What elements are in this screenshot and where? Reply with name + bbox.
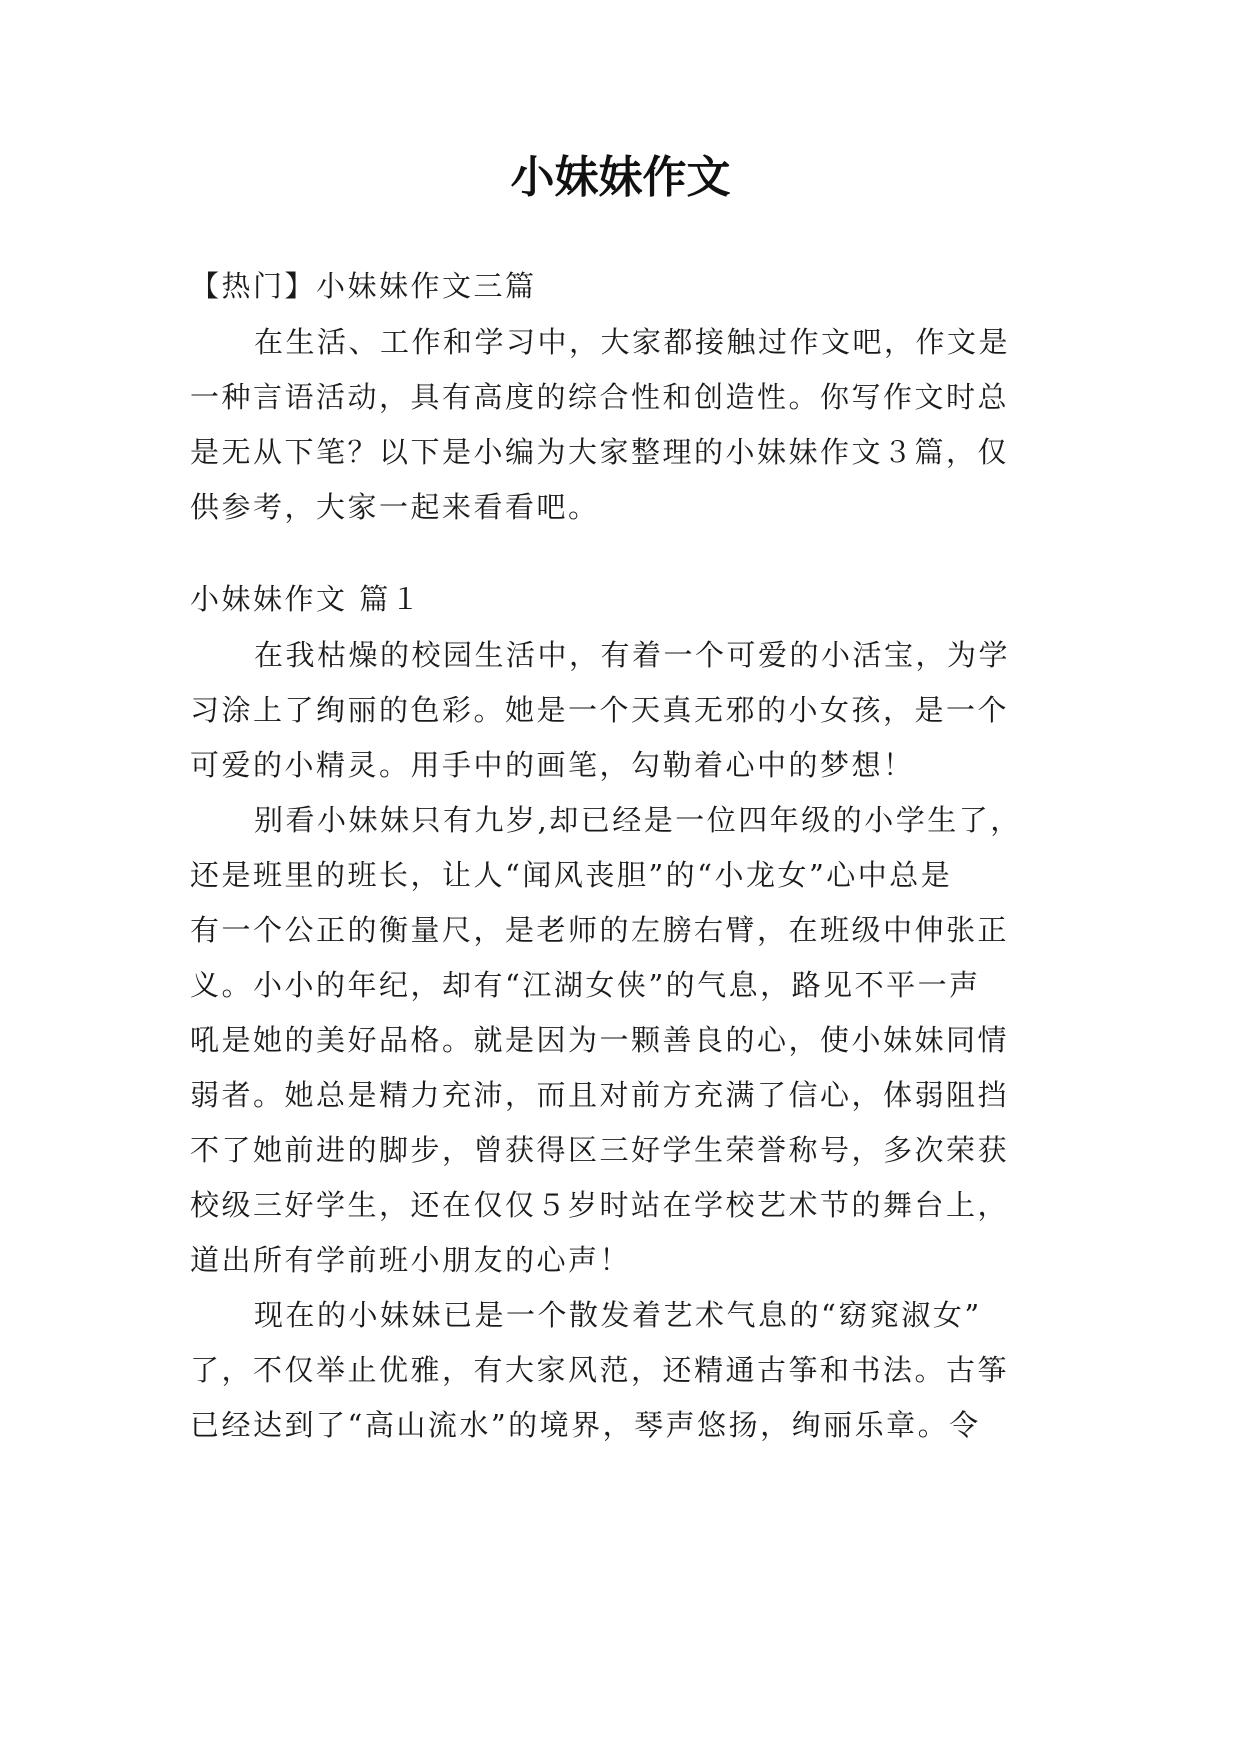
- intro-line: 是无从下笔？以下是小编为大家整理的小妹妹作文３篇，仅: [190, 435, 1010, 469]
- paragraph-line: 习涂上了绚丽的色彩。她是一个天真无邪的小女孩，是一个: [190, 693, 1010, 727]
- intro-line: 供参考，大家一起来看看吧。: [190, 490, 600, 524]
- paragraph-line: 吼是她的美好品格。就是因为一颗善良的心，使小妹妹同情: [190, 1023, 1010, 1057]
- paragraph-line: 不了她前进的脚步，曾获得区三好学生荣誉称号，多次荣获: [190, 1133, 1010, 1167]
- paragraph-line: 道出所有学前班小朋友的心声！: [190, 1243, 632, 1277]
- intro-line: 在生活、工作和学习中，大家都接触过作文吧，作文是: [254, 325, 1011, 359]
- paragraph-line: 义。小小的年纪，却有“江湖女侠”的气息，路见不平一声: [190, 968, 981, 1002]
- subtitle: 【热门】小妹妹作文三篇: [190, 269, 537, 303]
- paragraph-line: 还是班里的班长，让人“闻风丧胆”的“小龙女”心中总是: [190, 858, 953, 892]
- section-heading: 小妹妹作文 篇１: [190, 582, 423, 616]
- paragraph-line: 在我枯燥的校园生活中，有着一个可爱的小活宝，为学: [254, 638, 1011, 672]
- paragraph-line: 校级三好学生，还在仅仅５岁时站在学校艺术节的舞台上，: [190, 1188, 1010, 1222]
- paragraph-line: 已经达到了“高山流水”的境界，琴声悠扬，绚丽乐章。令: [190, 1408, 981, 1442]
- page-title: 小妹妹作文: [510, 152, 731, 203]
- paragraph-line: 现在的小妹妹已是一个散发着艺术气息的“窈窕淑女”: [254, 1298, 982, 1332]
- paragraph-line: 别看小妹妹只有九岁,却已经是一位四年级的小学生了，: [254, 803, 1022, 837]
- paragraph-line: 有一个公正的衡量尺，是老师的左膀右臂，在班级中伸张正: [190, 913, 1010, 947]
- intro-line: 一种言语活动，具有高度的综合性和创造性。你写作文时总: [190, 380, 1010, 414]
- paragraph-line: 弱者。她总是精力充沛，而且对前方充满了信心，体弱阻挡: [190, 1078, 1010, 1112]
- paragraph-line: 可爱的小精灵。用手中的画笔，勾勒着心中的梦想！: [190, 748, 915, 782]
- paragraph-line: 了，不仅举止优雅，有大家风范，还精通古筝和书法。古筝: [190, 1353, 1010, 1387]
